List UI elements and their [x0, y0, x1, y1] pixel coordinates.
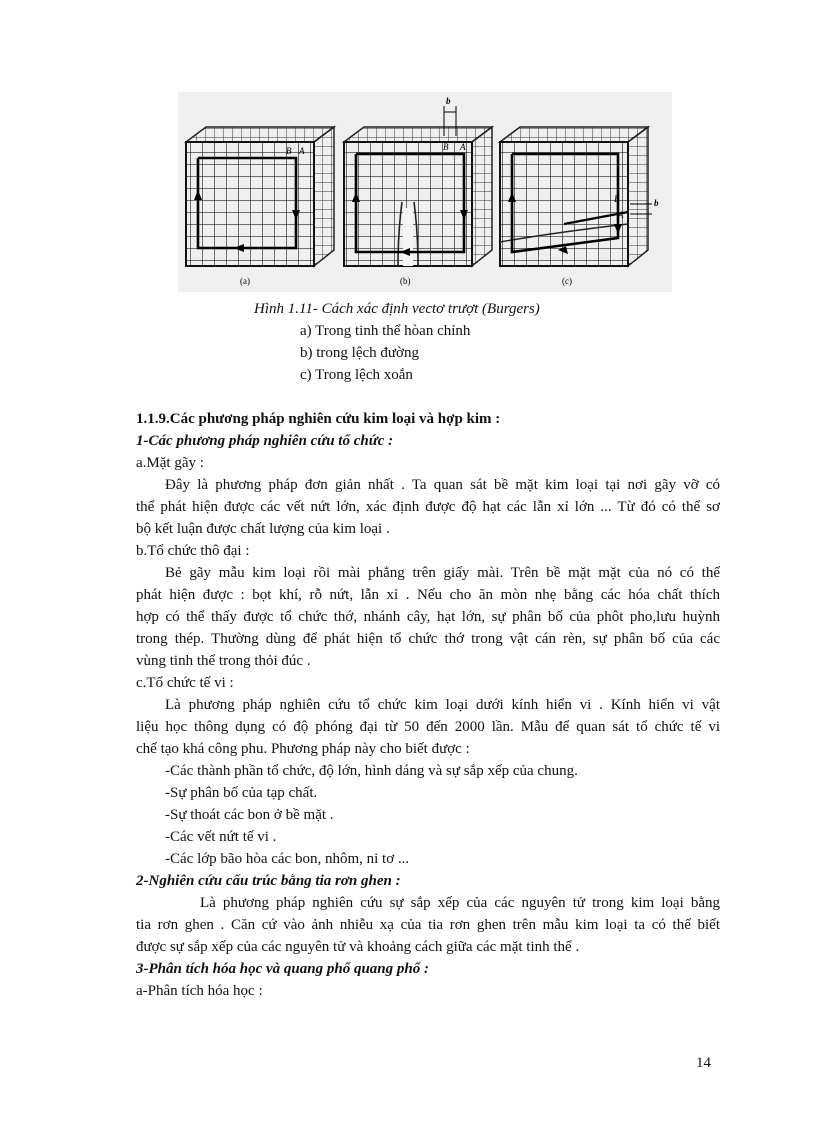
- paragraph-line: trong thép. Thường dùng để phát hiện tổ chức thớ trong vật cán rèn, sự phân bố của các: [136, 631, 720, 647]
- fracture-title: a.Mặt gãy :: [136, 455, 204, 471]
- point-b-label-a: B: [286, 146, 292, 156]
- subheading-3: 3-Phân tích hóa học và quang phổ quang phổ :: [136, 961, 429, 977]
- paragraph-line: tia rơn ghen . Căn cứ vào ảnh nhiễu xạ của tia rơn ghen trên mẫu kim loại ta có thể biết: [136, 917, 720, 933]
- lattice-panel-c: [500, 127, 659, 286]
- page-number: 14: [696, 1055, 711, 1071]
- micro-structure-title: c.Tổ chức tế vi :: [136, 675, 234, 691]
- bullet-item: -Sự thoát các bon ở bề mặt .: [165, 807, 334, 823]
- paragraph-line: vùng tinh thể trong thỏi đúc .: [136, 653, 311, 669]
- point-a-label-b: A: [460, 142, 466, 152]
- bullet-item: -Các vết nứt tế vi .: [165, 829, 277, 845]
- burgers-b-label-b: b: [446, 96, 451, 106]
- paragraph-line: hợp có thể thấy được tổ chức thớ, nhánh cây, hạt lớn, sự phân bố của phôt pho,lưu huỳnh: [136, 609, 720, 625]
- paragraph-line: Bẻ gãy mẫu kim loại rồi mài phẳng trên giấy mài. Trên bề mặt mặt của nó có thể: [165, 565, 720, 581]
- paragraph-line: bộ kết luận được chất lượng của kim loại .: [136, 521, 390, 537]
- panel-label-c: (c): [562, 276, 572, 286]
- paragraph-line: chế tạo khá công phu. Phương pháp này cho biết được :: [136, 741, 470, 757]
- lattice-panel-a: [186, 127, 334, 286]
- paragraph-line: Đây là phương pháp đơn giản nhất . Ta quan sát bề mặt kim loại tại nơi gãy vỡ có: [165, 477, 720, 493]
- paragraph-line: được sự sắp xếp của các nguyên tử và khoảng cách giữa các mặt tinh thể .: [136, 939, 580, 955]
- lattice-panel-b: [344, 96, 492, 286]
- subheading-1: 1-Các phương pháp nghiên cứu tổ chức :: [136, 433, 394, 449]
- panel-label-a: (a): [240, 276, 250, 286]
- paragraph-line: Là phương pháp nghiên cứu sự sắp xếp của các nguyên tử trong kim loại bằng: [200, 895, 720, 911]
- panel-label-b: (b): [400, 276, 411, 286]
- bullet-item: -Sự phân bố của tạp chất.: [165, 785, 318, 801]
- paragraph-line: Là phương pháp nghiên cứu tổ chức kim loại dưới kính hiển vi . Kính hiển vi vật: [165, 697, 720, 713]
- burgers-vector-figure: [178, 92, 672, 292]
- crystal-lattice-illustration: [178, 92, 672, 292]
- macro-structure-title: b.Tổ chức thô đại :: [136, 543, 250, 559]
- caption-item-a: a) Trong tinh thể hòan chỉnh: [300, 323, 471, 339]
- figure-caption: Hình 1.11- Cách xác định vectơ trượt (Burgers): [254, 301, 540, 317]
- point-a-label-a: A: [299, 146, 305, 156]
- paragraph-line: thể phát hiện được các vết nứt lớn, xác định được độ hạt các lẫn xỉ lớn ... Từ đó có thể sơ: [136, 499, 720, 515]
- bullet-item: -Các lớp bão hòa các bon, nhôm, ni tơ ...: [165, 851, 410, 867]
- section-heading: 1.1.9.Các phương pháp nghiên cứu kim loại và hợp kim :: [136, 411, 501, 427]
- paragraph-line: liệu học thông dụng có độ phóng đại từ 50 đến 2000 lần. Mẫu để quan sát tổ chức tế vi: [136, 719, 720, 735]
- burgers-b-label-c: b: [654, 198, 659, 208]
- point-b-label-b: B: [443, 142, 449, 152]
- chemical-analysis-title: a-Phân tích hóa học :: [136, 983, 263, 999]
- subheading-2: 2-Nghiên cứu cấu trúc bằng tia rơn ghen :: [136, 873, 401, 889]
- caption-item-c: c) Trong lệch xoắn: [300, 367, 413, 383]
- bullet-item: -Các thành phần tổ chức, độ lớn, hình dáng và sự sắp xếp của chung.: [165, 763, 578, 779]
- point-a-label-c: A: [618, 210, 624, 220]
- caption-item-b: b) trong lệch đường: [300, 345, 419, 361]
- point-b-label-c: B: [614, 194, 620, 204]
- paragraph-line: phát hiện được : bọt khí, rỗ nứt, lẫn xỉ . Nếu cho ăn mòn nhẹ bằng các hóa chất thích: [136, 587, 720, 603]
